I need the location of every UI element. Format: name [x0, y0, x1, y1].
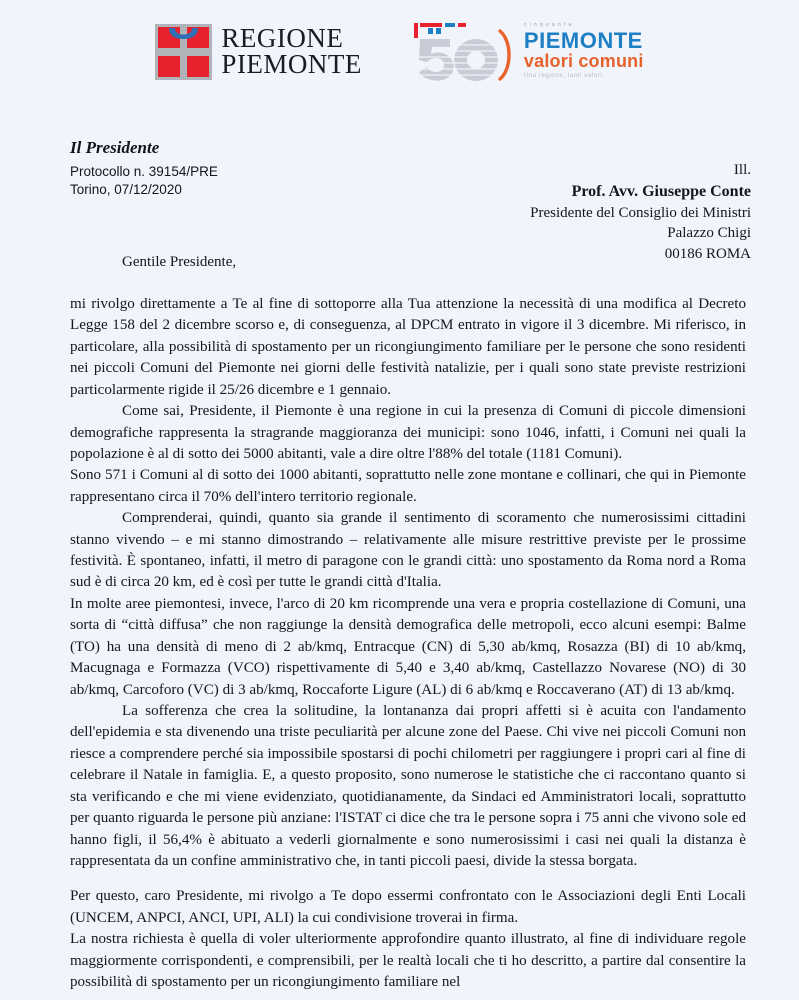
recipient-block — [530, 160, 751, 265]
recipient-honorific: Ill. — [733, 162, 751, 178]
regione-wordmark-line1: REGIONE — [221, 23, 344, 54]
letterhead — [0, 16, 799, 88]
fifty-main-text: PIEMONTE — [523, 27, 643, 53]
body-paragraph: In molte aree piemontesi, invece, l'arco di 20 km ricomprende una vera e propria costellazione di Comuni, una sorta di “città diffusa” che non raggiunge la densità demografica delle metropoli, ecco alcuni esempi: Balme (TO) ha una densità di meno di 2 ab/kmq, Entracque (CN) di 5,30 ab/kmq, Rosazza (BI) di 10 ab/kmq, Macugnaga e Formazza (VCO) rispettivamente di 5,40 e 3,40 ab/kmq, Castellazzo Novarese (NO) di 30 ab/kmq, Carcoforo (VC) di 3 ab/kmq, Roccaforte Ligure (AL) di 6 ab/kmq e Roccaverano (AT) di 13 ab/kmq. — [70, 595, 746, 698]
recipient-name: Prof. Avv. Giuseppe Conte — [571, 182, 751, 200]
regione-piemonte-emblem-icon — [155, 24, 212, 80]
regione-piemonte-wordmark — [221, 23, 362, 79]
body-paragraph: Come sai, Presidente, il Piemonte è una regione in cui la presenza di Comuni di piccole dimensioni demografiche rappresenta la stragrande maggioranza dei municipi: sono 1046, infatti, i Comuni nei quali la popolazione è al di sotto dei 5000 abitanti, vale a dire oltre l'88% del totale (1181 Comuni). — [70, 403, 746, 462]
regione-wordmark-line2: PIEMONTE — [221, 49, 362, 79]
place-and-date: Torino, 07/12/2020 — [70, 182, 182, 198]
recipient-role: Presidente del Consiglio dei Ministri — [530, 204, 751, 221]
body-paragraph: La sofferenza che crea la solitudine, la lontananza dai propri affetti si è acuita con l'andamento dell'epidemia e sta divenendo una triste peculiarità per alcune zone del Paese. Chi vive nei piccoli Comuni non riesce a comprendere perché sia impossibile spostarsi di pochi chilometri per raggiungere i propri cari al fine di celebrare il Natale in famiglia. E, a questo proposito, sono numerose le statistiche che ci raccontano quanto si sta verificando e che mi viene evidenziato, quotidianamente, da Sindaci ed Amministratori locali, soprattutto per quanto riguarda le persone più anziane: l'ISTAT ci dice che tra le persone sopra i 75 anni che vivono sole ed hanno figli, il 56,4% è abituato a vederli giornalmente e sono numerosissimi i casi nei quali la distanza è rappresentata da un confine amministrativo che, in tanti piccoli paesi, divide la stessa borgata. — [70, 703, 746, 869]
salutation: Gentile Presidente, — [122, 254, 237, 270]
emblem-square-bottom-left — [158, 56, 180, 77]
emblem-blue-arc-icon — [168, 26, 199, 41]
recipient-address: Palazzo Chigi — [667, 225, 751, 242]
body-paragraph: Sono 571 i Comuni al di sotto dei 1000 abitanti, soprattutto nelle zone montane e collinari, che qui in Piemonte rappresentano circa il 70% dell'intero territorio regionale. — [70, 467, 746, 505]
fifty-sub-text: valori comuni — [523, 50, 644, 71]
regione-piemonte-logo — [155, 24, 362, 80]
fifty-tagline: Una regione, tanti valori — [523, 73, 603, 80]
fifty-wordmark — [524, 23, 644, 82]
emblem-square-bottom-right — [187, 56, 209, 77]
fifty-top-text: cinquanta — [523, 21, 575, 28]
sender-title: Il Presidente — [70, 138, 160, 157]
recipient-city: 00186 ROMA — [664, 246, 751, 263]
body-paragraph: Per questo, caro Presidente, mi rivolgo a Te dopo essermi confrontato con le Associazioni degli Enti Locali (UNCEM, ANPCI, ANCI, UPI, ALI) la cui condivisione troverai in firma. — [70, 888, 746, 926]
body-paragraph: Comprenderai, quindi, quanto sia grande il sentimento di scoramento che numerosissimi cittadini stanno vivendo – e mi stanno dimostrando – relativamente alle misure restrittive previste per le prossime festività. È spontaneo, infatti, il metro di paragone con le grandi città: uno spostamento da Roma nord a Roma sud è di circa 20 km, ed è così per tutte le grandi città d'Italia. — [70, 510, 746, 591]
protocol-number: Protocollo n. 39154/PRE — [70, 164, 218, 179]
sender-block — [70, 138, 218, 199]
piemonte-50-anni-logo — [408, 21, 644, 83]
letter-body — [70, 294, 746, 994]
body-paragraph: mi rivolgo direttamente a Te al fine di sottoporre alla Tua attenzione la necessità di una modifica al Decreto Legge 158 del 2 dicembre scorso e, di conseguenza, al DPCM entrato in vigore il 3 dicembre. Mi riferisco, in particolare, alla possibilità di spostamento per un ricongiungimento familiare per le persone che sono residenti nei piccoli Comuni del Piemonte nei giorni delle festività natalizie, per i quali sono state previste restrizioni particolarmente rigide il 25/26 dicembre e 1 gennaio. — [70, 296, 746, 398]
body-paragraph: La nostra richiesta è quella di voler ulteriormente approfondire quanto illustrato, al fine di individuare regole maggiormente corrispondenti, e comprensibili, per le realtà locali che ti ho descritto, a partire dal consentire la possibilità di spostamento per un ricongiungimento familiare nel — [70, 931, 746, 991]
fifty-numeral-icon — [408, 21, 520, 83]
